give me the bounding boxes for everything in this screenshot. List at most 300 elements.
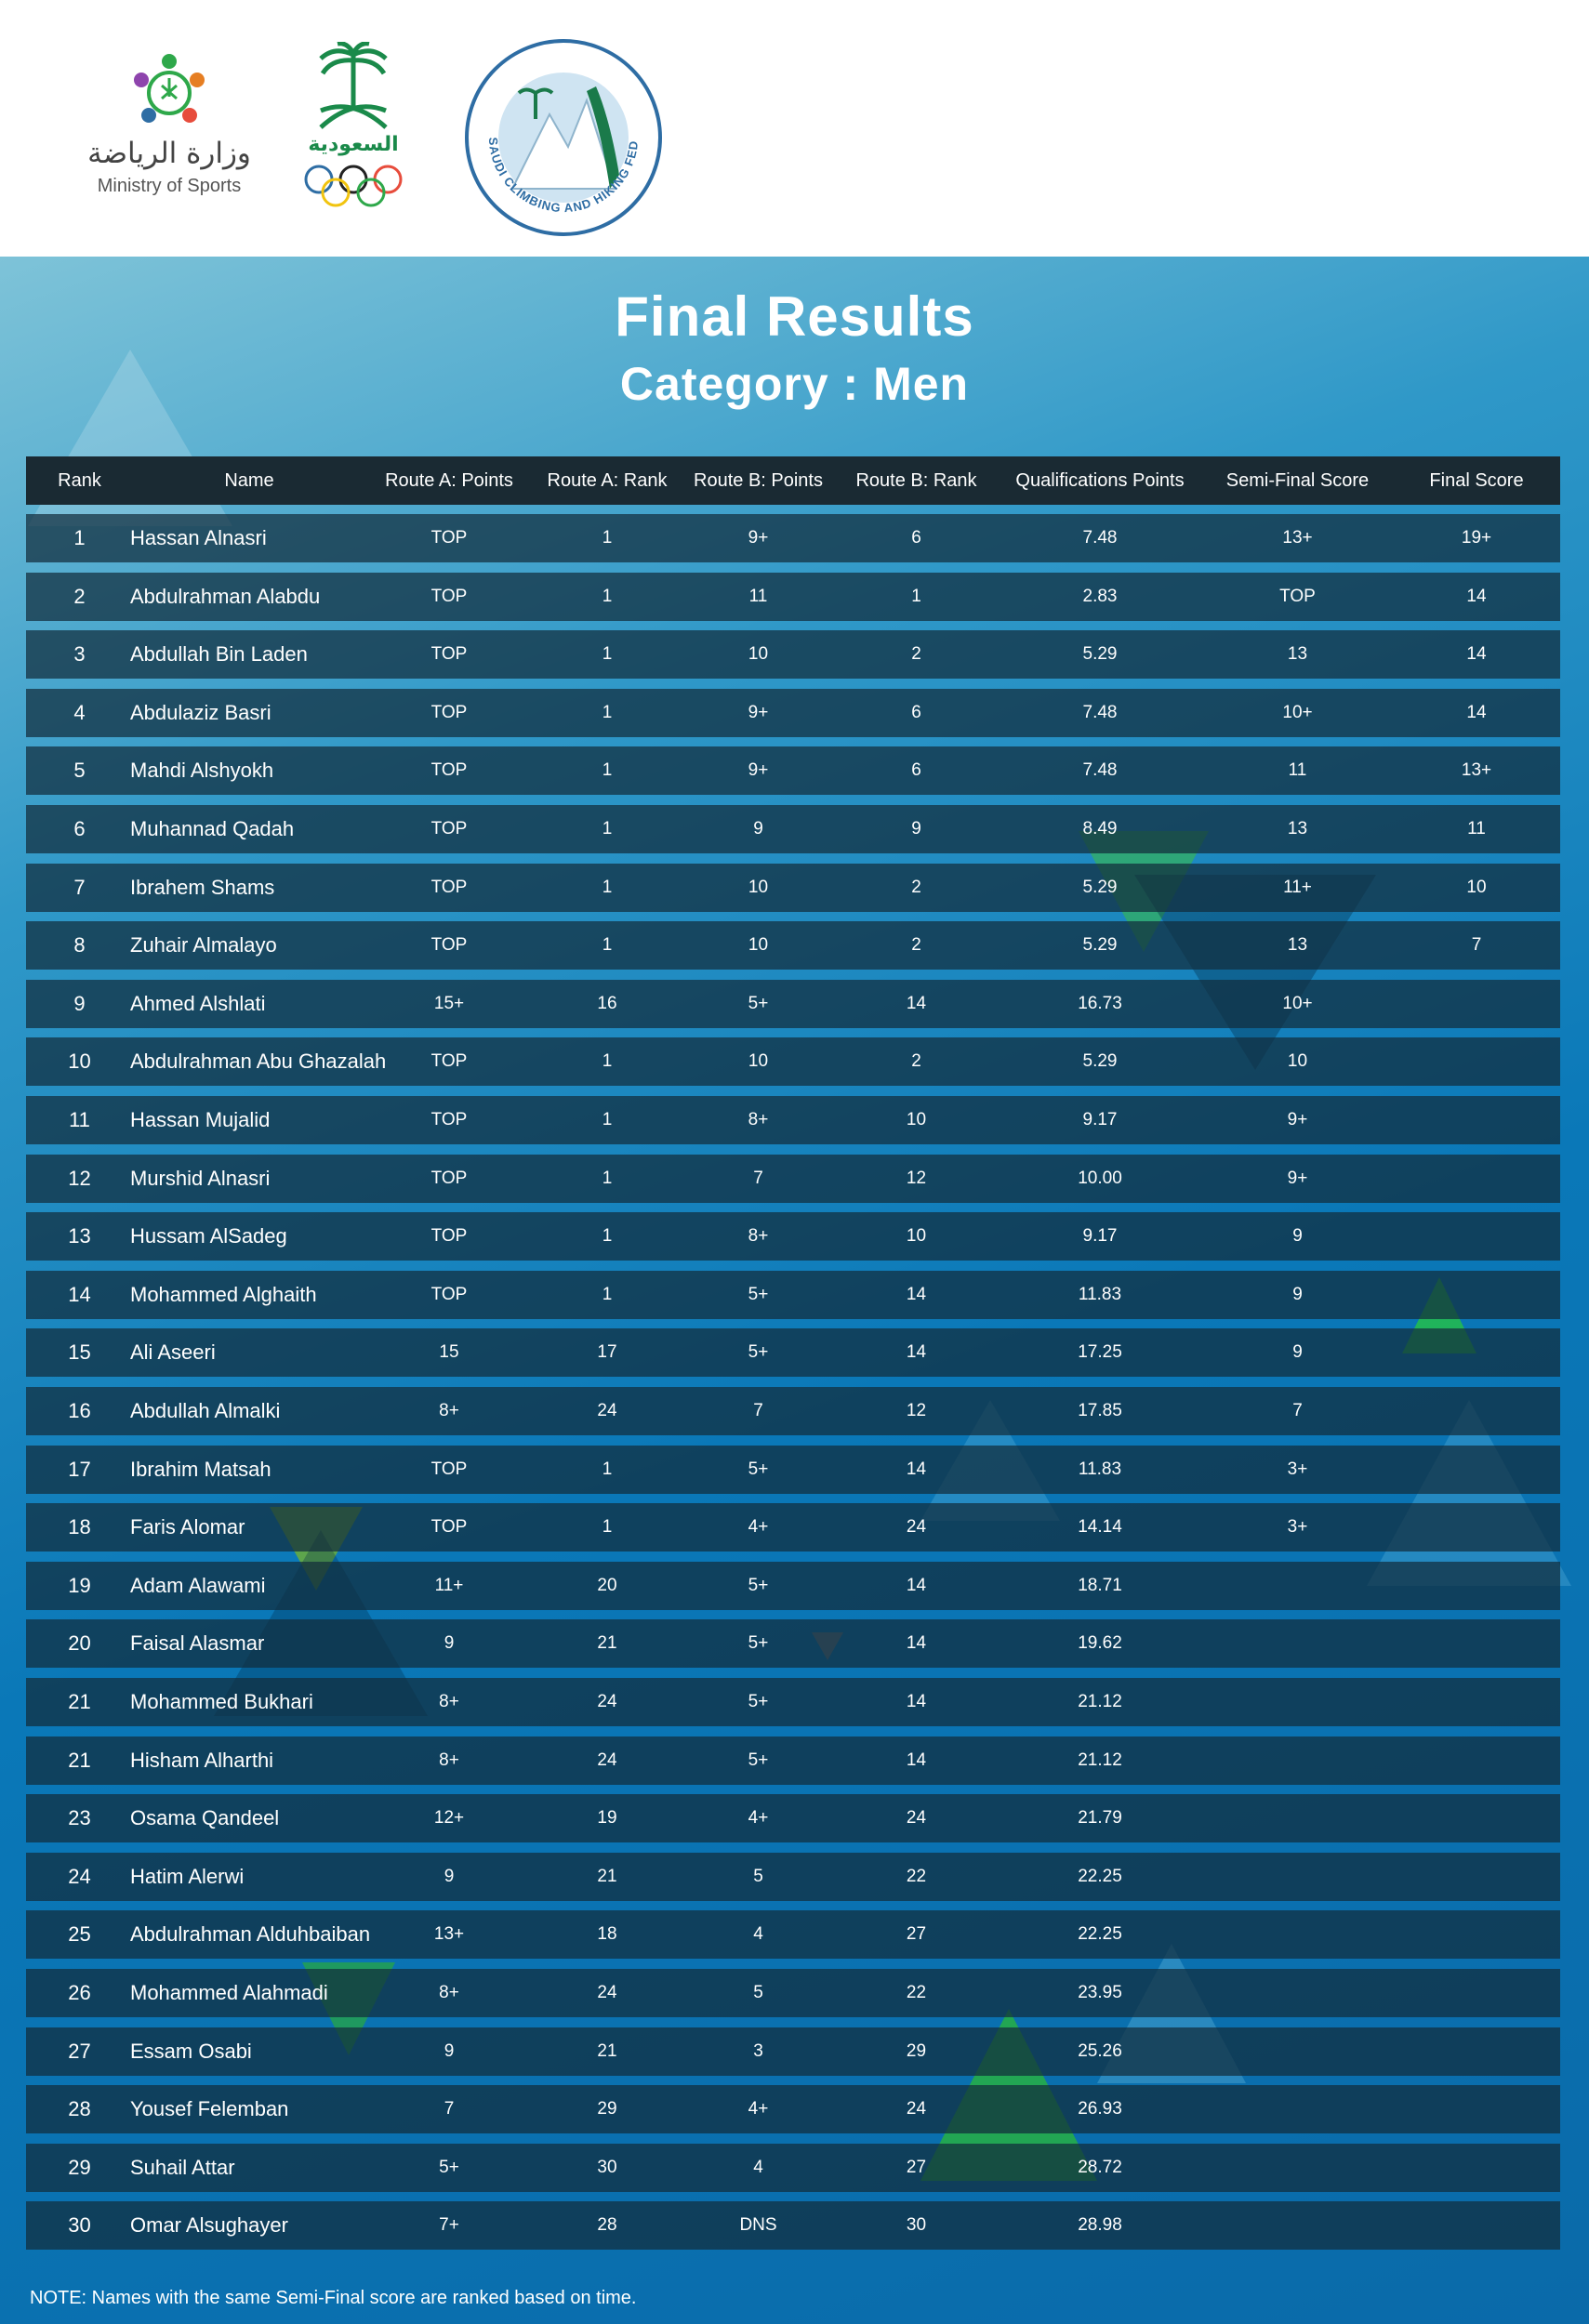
- cell-semi: 9: [1292, 1284, 1303, 1304]
- cell-semi: TOP: [1279, 586, 1316, 606]
- climbing-federation-logo: [461, 35, 666, 240]
- cell-a-points: 11+: [434, 1575, 464, 1595]
- cell-qual: 23.95: [1078, 1983, 1122, 2002]
- cell-b-rank: 14: [906, 1575, 927, 1595]
- cell-qual: 14.14: [1078, 1517, 1122, 1538]
- cell-rank: 14: [68, 1282, 91, 1306]
- table-row: [26, 514, 1560, 562]
- cell-semi: 9: [1292, 1342, 1303, 1363]
- table-row: [26, 746, 1560, 795]
- cell-b-rank: 24: [906, 2099, 927, 2119]
- cell-final: [1393, 1736, 1560, 1785]
- table-row: [26, 573, 1560, 621]
- cell-rank: 27: [68, 2039, 91, 2063]
- cell-a-points: TOP: [430, 1284, 468, 1304]
- cell-a-points: TOP: [430, 819, 468, 838]
- table-row: [26, 2144, 1560, 2192]
- ministry-arabic-name: وزارة الرياضة: [87, 137, 251, 170]
- cell-b-points: 10: [748, 1051, 769, 1072]
- cell-b-points: 5+: [748, 1750, 769, 1770]
- cell-qual: 16.73: [1078, 993, 1122, 1013]
- cell-b-rank: 6: [911, 702, 921, 722]
- table-header: [26, 456, 1560, 505]
- cell-qual: 22.25: [1078, 1866, 1122, 1886]
- cell-b-rank: 14: [906, 1342, 927, 1363]
- cell-name: Abdullah Bin Laden: [130, 642, 308, 667]
- cell-a-points: 5+: [439, 2157, 459, 2177]
- cell-qual: 8.49: [1082, 819, 1118, 838]
- cell-a-rank: 29: [597, 2099, 617, 2119]
- table-row: [26, 1678, 1560, 1726]
- cell-qual: 7.48: [1082, 702, 1118, 722]
- cell-rank: 18: [68, 1515, 91, 1539]
- ministry-emblem-icon: [86, 51, 253, 139]
- cell-name: Essam Osabi: [130, 2039, 252, 2063]
- cell-qual: 7.48: [1082, 528, 1118, 548]
- cell-qual: 9.17: [1082, 1226, 1118, 1247]
- cell-a-rank: 1: [602, 1051, 613, 1072]
- cell-name: Abdulrahman Abu Ghazalah: [130, 1050, 387, 1074]
- cell-rank: 16: [68, 1399, 91, 1422]
- cell-final: [1393, 1387, 1560, 1435]
- cell-semi: 11: [1288, 760, 1307, 781]
- cell-qual: 22.25: [1078, 1924, 1122, 1945]
- cell-a-rank: 19: [597, 1808, 617, 1829]
- cell-semi: 3+: [1287, 1517, 1308, 1538]
- cell-name: Muhannad Qadah: [130, 817, 295, 840]
- table-row: [26, 1619, 1560, 1668]
- table-row: [26, 1969, 1560, 2017]
- cell-name: Zuhair Almalayo: [130, 933, 277, 957]
- page-title: Final Results: [615, 285, 974, 348]
- olympic-rings-icon: [293, 163, 414, 209]
- cell-semi: [1202, 2201, 1393, 2250]
- cell-name: Abdulrahman Alduhbaiban: [130, 1922, 371, 1947]
- cell-a-points: 12+: [433, 1808, 465, 1829]
- table-row: [26, 1910, 1560, 1959]
- table-row: [26, 1271, 1560, 1319]
- cell-qual: 21.79: [1078, 1808, 1122, 1829]
- cell-semi: 9+: [1287, 1110, 1308, 1129]
- cell-rank: 1: [73, 526, 86, 549]
- cell-rank: 21: [68, 1690, 91, 1713]
- cell-final: [1393, 2144, 1560, 2192]
- cell-final: [1393, 1037, 1560, 1086]
- cell-rank: 25: [68, 1922, 91, 1947]
- cell-final: [1393, 1155, 1560, 1203]
- cell-b-rank: 2: [911, 935, 921, 956]
- cell-final: [1393, 1619, 1560, 1668]
- cell-b-points: 4: [753, 1924, 763, 1945]
- cell-semi: [1202, 1562, 1393, 1610]
- cell-qual: 5.29: [1082, 935, 1118, 956]
- cell-a-rank: 24: [597, 1401, 617, 1420]
- cell-b-points: 9: [753, 819, 763, 838]
- cell-rank: 15: [68, 1340, 91, 1365]
- cell-a-rank: 1: [602, 528, 613, 548]
- cell-rank: 2: [73, 584, 86, 608]
- cell-a-points: TOP: [430, 760, 468, 781]
- cell-semi: 13: [1287, 935, 1308, 956]
- cell-b-points: 11: [748, 586, 768, 606]
- cell-final: 14: [1466, 586, 1487, 606]
- cell-b-points: 5: [753, 1983, 763, 2002]
- cell-b-points: 5+: [748, 1633, 769, 1654]
- cell-a-rank: 1: [602, 702, 613, 722]
- cell-a-rank: 1: [602, 760, 613, 781]
- cell-name: Ibrahim Matsah: [130, 1457, 271, 1481]
- cell-b-points: 9+: [748, 760, 769, 781]
- cell-b-points: 8+: [748, 1110, 769, 1129]
- cell-name: Omar Alsughayer: [130, 2213, 288, 2238]
- cell-a-points: TOP: [430, 1168, 468, 1188]
- cell-final: 13+: [1461, 760, 1492, 781]
- cell-semi: [1202, 1619, 1393, 1668]
- cell-final: 11: [1467, 819, 1486, 838]
- cell-final: [1393, 1096, 1560, 1144]
- cell-a-rank: 30: [597, 2157, 617, 2177]
- cell-rank: 5: [73, 759, 86, 783]
- cell-name: Yousef Felemban: [130, 2097, 289, 2121]
- cell-semi: 13+: [1282, 528, 1313, 548]
- col-rank: Rank: [58, 470, 101, 491]
- cell-semi: [1202, 1678, 1393, 1726]
- cell-semi: [1202, 1910, 1393, 1959]
- cell-rank: 30: [68, 2213, 91, 2238]
- cell-final: [1393, 2085, 1560, 2133]
- cell-semi: [1202, 2027, 1393, 2076]
- cell-b-points: 5+: [748, 1692, 769, 1711]
- cell-name: Adam Alawami: [130, 1573, 266, 1597]
- palm-swords-icon: [293, 42, 414, 135]
- cell-final: [1393, 1562, 1560, 1610]
- cell-b-rank: 10: [906, 1110, 927, 1129]
- cell-qual: 5.29: [1082, 644, 1118, 665]
- cell-a-rank: 24: [597, 1983, 617, 2002]
- cell-b-points: 8+: [748, 1226, 769, 1247]
- cell-name: Faisal Alasmar: [130, 1631, 265, 1656]
- cell-final: 19+: [1461, 528, 1492, 548]
- cell-b-points: 5+: [748, 1459, 769, 1479]
- cell-b-points: 5: [753, 1866, 763, 1886]
- cell-a-rank: 18: [597, 1924, 617, 1945]
- federation-name: SAUDI CLIMBING AND HIKING FED: [485, 137, 642, 216]
- table-row: [26, 1446, 1560, 1494]
- cell-final: [1393, 1328, 1560, 1377]
- cell-semi: 13: [1287, 644, 1308, 665]
- col-route-b-points: Route B: Points: [694, 470, 823, 491]
- cell-final: [1393, 2201, 1560, 2250]
- cell-qual: 11.83: [1078, 1284, 1122, 1304]
- cell-name: Ahmed Alshlati: [130, 991, 266, 1015]
- cell-semi: 10+: [1282, 993, 1313, 1013]
- cell-a-points: TOP: [430, 1517, 468, 1538]
- cell-rank: 21: [68, 1748, 91, 1772]
- table-row: [26, 630, 1560, 679]
- cell-final: 10: [1466, 877, 1487, 897]
- results-panel: [0, 257, 1589, 2324]
- col-route-a-rank: Route A: Rank: [547, 470, 668, 491]
- cell-final: [1393, 1271, 1560, 1319]
- cell-semi: 13: [1287, 819, 1308, 838]
- col-route-b-rank: Route B: Rank: [855, 470, 977, 491]
- cell-b-points: 10: [748, 644, 769, 665]
- cell-b-points: 5+: [748, 1342, 769, 1363]
- cell-final: [1393, 1503, 1560, 1552]
- cell-b-points: 4: [753, 2157, 763, 2177]
- cell-final: 7: [1471, 935, 1482, 956]
- col-semi-final-score: Semi-Final Score: [1225, 470, 1370, 491]
- cell-name: Murshid Alnasri: [130, 1166, 271, 1190]
- table-row: [26, 1503, 1560, 1552]
- table-row: [26, 2085, 1560, 2133]
- cell-name: Mahdi Alshyokh: [130, 759, 274, 783]
- col-name: Name: [224, 470, 274, 491]
- footnote: NOTE: Names with the same Semi-Final score are ranked based on time.: [30, 2288, 637, 2308]
- cell-b-rank: 22: [906, 1983, 927, 2002]
- cell-name: Hussam AlSadeg: [130, 1224, 287, 1248]
- cell-a-rank: 1: [602, 1284, 613, 1304]
- cell-b-points: 5+: [748, 993, 769, 1013]
- cell-rank: 24: [68, 1864, 91, 1888]
- cell-name: Mohammed Alahmadi: [130, 1981, 328, 2004]
- cell-b-rank: 2: [911, 644, 921, 665]
- cell-a-rank: 1: [602, 644, 613, 665]
- cell-b-points: 5+: [748, 1284, 769, 1304]
- cell-a-points: TOP: [430, 1051, 468, 1072]
- cell-a-points: TOP: [430, 1110, 468, 1129]
- table-row: [26, 1562, 1560, 1610]
- cell-b-points: 4+: [748, 1517, 769, 1538]
- cell-a-points: 9: [444, 1866, 455, 1886]
- cell-a-rank: 1: [602, 1168, 613, 1188]
- table-row: [26, 1037, 1560, 1086]
- cell-b-points: DNS: [739, 2215, 777, 2236]
- cell-a-points: 8+: [439, 1983, 459, 2002]
- cell-qual: 17.85: [1078, 1401, 1122, 1420]
- cell-a-rank: 24: [597, 1750, 617, 1770]
- cell-qual: 28.72: [1078, 2157, 1122, 2177]
- cell-a-rank: 17: [597, 1342, 617, 1363]
- cell-name: Osama Qandeel: [130, 1806, 280, 1830]
- cell-name: Faris Alomar: [130, 1515, 245, 1539]
- cell-qual: 18.71: [1078, 1575, 1122, 1595]
- cell-semi: [1202, 1969, 1393, 2017]
- cell-semi: [1202, 1794, 1393, 1842]
- cell-qual: 21.12: [1078, 1750, 1122, 1770]
- cell-a-points: TOP: [430, 528, 468, 548]
- cell-rank: 20: [68, 1631, 91, 1656]
- cell-final: 14: [1466, 702, 1487, 722]
- cell-a-points: 7+: [439, 2215, 459, 2236]
- cell-b-rank: 30: [906, 2215, 927, 2236]
- cell-b-points: 3: [753, 2040, 763, 2061]
- cell-rank: 6: [73, 817, 86, 840]
- cell-a-points: 8+: [439, 1401, 459, 1420]
- cell-final: 14: [1466, 644, 1487, 665]
- table-row: [26, 1212, 1560, 1261]
- cell-semi: 11+: [1283, 877, 1312, 897]
- cell-rank: 29: [68, 2155, 91, 2179]
- table-row: [26, 2201, 1560, 2250]
- cell-a-rank: 21: [597, 1633, 617, 1654]
- cell-a-rank: 1: [602, 1110, 613, 1129]
- cell-rank: 13: [68, 1224, 91, 1248]
- cell-b-rank: 2: [911, 877, 921, 897]
- cell-a-points: TOP: [430, 1226, 468, 1247]
- cell-b-points: 7: [753, 1168, 763, 1188]
- cell-rank: 19: [68, 1573, 91, 1597]
- cell-semi: [1202, 2085, 1393, 2133]
- cell-semi: 3+: [1287, 1459, 1308, 1479]
- cell-a-points: TOP: [430, 586, 468, 606]
- cell-a-points: TOP: [430, 1459, 468, 1479]
- cell-b-rank: 14: [906, 1692, 927, 1711]
- col-route-a-points: Route A: Points: [385, 470, 513, 491]
- cell-semi: [1202, 1853, 1393, 1901]
- cell-rank: 10: [68, 1050, 91, 1074]
- cell-rank: 17: [68, 1457, 91, 1481]
- cell-name: Abdulaziz Basri: [130, 700, 271, 724]
- cell-a-points: 7: [444, 2099, 455, 2119]
- cell-qual: 19.62: [1078, 1633, 1122, 1654]
- cell-qual: 21.12: [1078, 1692, 1122, 1711]
- saudi-olympic-logo: [293, 42, 414, 218]
- cell-final: [1393, 1910, 1560, 1959]
- cell-a-rank: 1: [602, 586, 613, 606]
- cell-qual: 11.83: [1078, 1459, 1122, 1479]
- cell-qual: 5.29: [1082, 877, 1118, 897]
- cell-a-rank: 1: [602, 935, 613, 956]
- cell-qual: 2.83: [1082, 586, 1118, 606]
- cell-b-rank: 1: [911, 586, 921, 606]
- cell-b-rank: 14: [906, 1633, 927, 1654]
- table-row: [26, 689, 1560, 737]
- table-row: [26, 805, 1560, 853]
- cell-name: Suhail Attar: [130, 2155, 235, 2179]
- cell-b-points: 4+: [748, 2099, 769, 2119]
- cell-a-rank: 1: [602, 1459, 613, 1479]
- cell-qual: 28.98: [1078, 2215, 1122, 2236]
- cell-a-points: 15+: [433, 993, 465, 1013]
- cell-semi: 9+: [1287, 1168, 1308, 1188]
- cell-b-rank: 27: [906, 1924, 927, 1945]
- cell-rank: 12: [68, 1166, 91, 1190]
- cell-rank: 7: [73, 875, 86, 899]
- cell-name: Mohammed Alghaith: [130, 1282, 317, 1306]
- ministry-english-name: Ministry of Sports: [97, 176, 242, 196]
- cell-qual: 7.48: [1082, 760, 1118, 781]
- cell-a-points: 8+: [439, 1750, 459, 1770]
- cell-b-points: 9+: [748, 528, 769, 548]
- table-row: [26, 980, 1560, 1028]
- col-final-score: Final Score: [1429, 470, 1524, 491]
- cell-qual: 25.26: [1078, 2040, 1122, 2061]
- cell-final: [1393, 2027, 1560, 2076]
- table-row: [26, 1328, 1560, 1377]
- cell-b-rank: 14: [906, 1750, 927, 1770]
- cell-b-rank: 9: [911, 819, 921, 838]
- cell-a-rank: 21: [597, 2040, 617, 2061]
- cell-b-rank: 29: [906, 2040, 927, 2061]
- cell-rank: 26: [68, 1981, 91, 2004]
- cell-a-rank: 16: [597, 993, 617, 1013]
- cell-b-rank: 14: [906, 1284, 927, 1304]
- cell-a-rank: 28: [597, 2215, 617, 2236]
- table-row: [26, 1387, 1560, 1435]
- cell-rank: 9: [73, 991, 86, 1015]
- table-row: [26, 2027, 1560, 2076]
- cell-semi: [1202, 2144, 1393, 2192]
- cell-final: [1393, 1794, 1560, 1842]
- cell-name: Mohammed Bukhari: [130, 1690, 313, 1713]
- table-row: [26, 1736, 1560, 1785]
- cell-rank: 11: [69, 1108, 90, 1131]
- cell-a-points: TOP: [430, 702, 468, 722]
- cell-a-points: TOP: [430, 644, 468, 665]
- cell-a-points: TOP: [430, 877, 468, 897]
- cell-semi: 10: [1287, 1051, 1308, 1072]
- cell-semi: 7: [1292, 1401, 1303, 1420]
- category-subtitle: Category : Men: [619, 358, 970, 410]
- cell-name: Hisham Alharthi: [130, 1748, 274, 1772]
- cell-a-points: 9: [444, 2040, 455, 2061]
- cell-a-rank: 1: [602, 1226, 613, 1247]
- federation-seal-icon: [461, 35, 666, 240]
- cell-b-rank: 14: [906, 993, 927, 1013]
- cell-b-rank: 12: [906, 1401, 927, 1420]
- table-row: [26, 1155, 1560, 1203]
- cell-b-points: 9+: [748, 702, 769, 722]
- cell-rank: 4: [73, 700, 86, 724]
- cell-b-points: 7: [753, 1401, 763, 1420]
- cell-b-rank: 10: [906, 1226, 927, 1247]
- cell-b-rank: 27: [906, 2157, 927, 2177]
- cell-name: Abdullah Almalki: [130, 1399, 281, 1422]
- cell-b-points: 5+: [748, 1575, 769, 1595]
- cell-name: Ibrahem Shams: [130, 875, 275, 899]
- cell-b-rank: 12: [906, 1168, 927, 1188]
- cell-a-rank: 21: [597, 1866, 617, 1886]
- cell-b-rank: 2: [911, 1051, 921, 1072]
- col-qualification-points: Qualifications Points: [1015, 470, 1185, 491]
- cell-qual: 9.17: [1082, 1110, 1118, 1129]
- cell-qual: 10.00: [1078, 1168, 1122, 1188]
- cell-rank: 23: [68, 1806, 91, 1830]
- table-row: [26, 864, 1560, 912]
- cell-semi: 9: [1292, 1226, 1303, 1247]
- cell-b-points: 10: [748, 877, 769, 897]
- cell-a-rank: 1: [602, 877, 613, 897]
- cell-a-rank: 1: [602, 819, 613, 838]
- cell-final: [1393, 1212, 1560, 1261]
- cell-a-points: 9: [444, 1633, 455, 1654]
- cell-a-points: 15: [439, 1342, 459, 1363]
- cell-b-points: 4+: [748, 1808, 769, 1829]
- cell-semi: 10+: [1282, 702, 1313, 722]
- cell-rank: 28: [68, 2097, 91, 2121]
- cell-a-rank: 20: [597, 1575, 617, 1595]
- cell-final: [1393, 980, 1560, 1028]
- cell-b-rank: 14: [906, 1459, 927, 1479]
- cell-a-rank: 1: [602, 1517, 613, 1538]
- cell-final: [1393, 1446, 1560, 1494]
- ministry-of-sports-logo: [86, 51, 253, 209]
- cell-b-rank: 6: [911, 528, 921, 548]
- cell-qual: 26.93: [1078, 2099, 1122, 2119]
- cell-qual: 17.25: [1078, 1342, 1122, 1363]
- logo-header: [0, 0, 1589, 257]
